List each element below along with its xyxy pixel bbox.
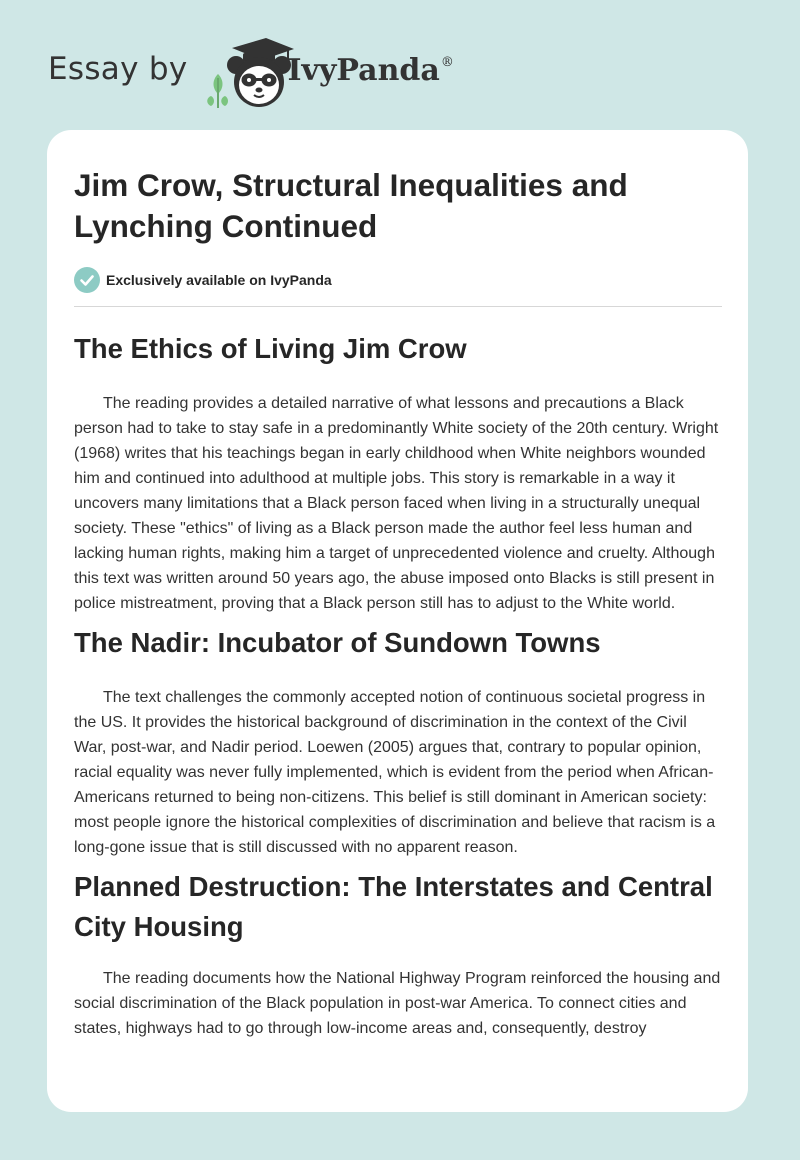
badge-text: Exclusively available on IvyPanda (106, 272, 332, 288)
section-paragraph: The text challenges the commonly accepted notion of continuous societal progress in the US. It provides the historical background of discrimination in the context of the Civil War, post-war, and Nadir period. Loewen (2005) argues that, contrary to popular opinion, racial equality was never fully implemented, which is evident from the period when African-Americans returned to being non-citizens. This belief is still dominant in American society: most people ignore the historical complexities of discrimination and believe that racism is a long-gone issue that is still discussed with no apparent reason. (74, 689, 716, 856)
section-paragraph: The reading provides a detailed narrative of what lessons and precautions a Black person had to take to stay safe in a predominantly White society of the 20th century. Wright (1968) writes that his teachings began in early childhood when White neighbors wounded him and continued into adulthood at multiple jobs. This story is remarkable in a way it uncovers many limitations that a Black person faced when living in a structurally unequal society. These "ethics" of living as a Black person made the author feel less human and lacking human rights, making him a target of unprecedented violence and cruelty. Although this text was written around 50 years ago, the abuse imposed onto Blacks is still present in police mistreatment, proving that a Black person still has to adjust to the White world. (74, 395, 719, 612)
brand-prefix: Essay by (48, 51, 188, 87)
title-divider (74, 306, 722, 307)
site-header (48, 34, 454, 110)
section-heading: The Nadir: Incubator of Sundown Towns (74, 627, 601, 658)
brand-name-text: IvyPanda (287, 52, 440, 88)
section-heading: Planned Destruction: The Interstates and Central City Housing (74, 871, 713, 942)
trademark-symbol: ® (440, 54, 454, 70)
section-nadir-sundown-towns (74, 623, 722, 860)
section-planned-destruction (74, 867, 722, 1041)
exclusive-badge (74, 267, 722, 293)
page-title: Jim Crow, Structural Inequalities and Lynching Continued (74, 167, 628, 244)
essay-card (47, 130, 748, 1112)
section-paragraph: The reading documents how the National Highway Program reinforced the housing and social discrimination of the Black population in post-war America. To connect cities and states, highways had to go through low-income areas and, consequently, destroy (74, 970, 721, 1037)
panda-graduation-cap-logo-icon[interactable] (202, 34, 294, 110)
section-ethics-of-living-jim-crow (74, 329, 722, 616)
brand-name[interactable] (288, 53, 454, 88)
check-circle-icon (74, 267, 100, 293)
section-heading: The Ethics of Living Jim Crow (74, 333, 467, 364)
